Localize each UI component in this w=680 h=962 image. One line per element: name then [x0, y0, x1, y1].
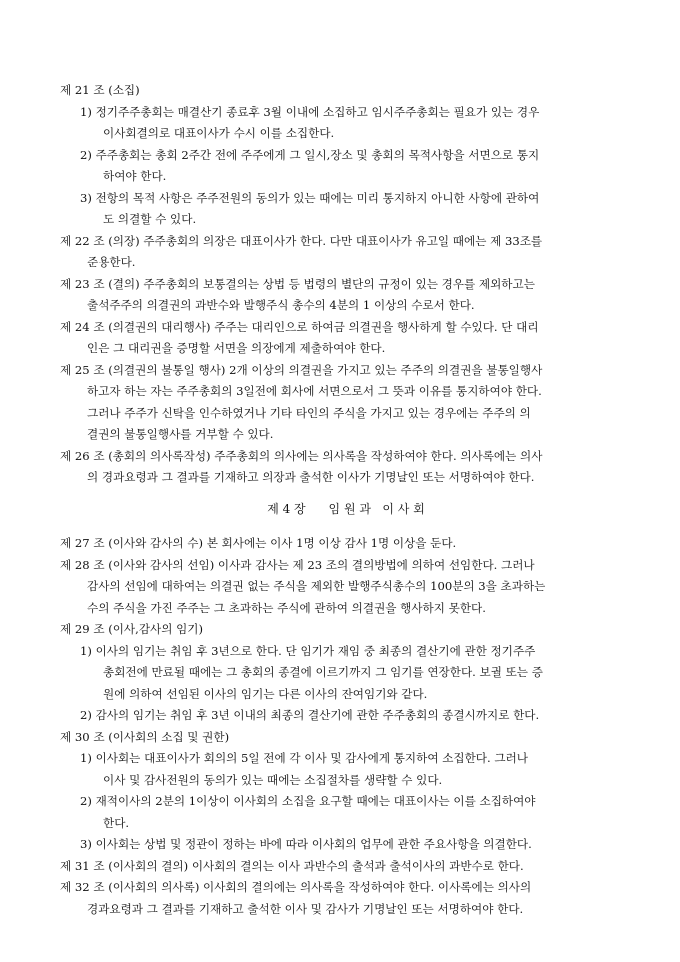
article: [60, 231, 622, 274]
article-heading-line: 제 21 조 (소집): [60, 83, 140, 97]
article-clause: [60, 748, 622, 791]
article-heading-line: 제 26 조 (총회의 의사록작성) 주주총회의 의사에는 의사록을 작성하여야 한다. 의사록에는 의사: [60, 448, 543, 463]
clause-line: 이사 및 감사전원의 동의가 있는 때에는 소집절차를 생략할 수 있다.: [103, 772, 443, 787]
clause-line: 2) 주주총회는 총회 2주간 전에 주주에게 그 일시,장소 및 총회의 목적사항을 서면으로 통지: [80, 147, 540, 162]
article-clause: [60, 145, 622, 188]
chapter-heading: 제 4 장 임 원 과 이 사 회: [267, 501, 425, 516]
document-page: [60, 80, 622, 920]
article: [60, 619, 622, 727]
article-clause: [60, 188, 622, 231]
clause-line: 한다.: [103, 815, 130, 830]
article-heading-line: 제 28 조 (이사와 감사의 선임) 이사과 감사는 제 23 조의 결의방법에 의하여 선임한다. 그러나: [60, 557, 535, 572]
article-heading-line: 제 29 조 (이사,감사의 임기): [60, 622, 204, 636]
article: [60, 533, 622, 555]
article-continuation-line: 출석주주의 의결권의 과반수와 발행주식 총수의 4분의 1 이상의 수로서 한다.: [87, 298, 475, 312]
article-heading-line: 제 23 조 (결의) 주주총회의 보통결의는 상법 등 법령의 별단의 규정이 있는 경우를 제외하고는: [60, 276, 535, 291]
article-clause: [60, 791, 622, 834]
clause-line: 이사회결의로 대표이사가 수시 이를 소집한다.: [103, 126, 335, 140]
clause-line: 1) 이사회는 대표이사가 회의의 5일 전에 각 이사 및 감사에게 통지하여 소집한다. 그러나: [80, 751, 528, 765]
article: [60, 360, 622, 446]
clause-line: 총회전에 만료될 때에는 그 총회의 종결에 이르기까지 그 임기를 연장한다. 보궐 또는 증: [103, 665, 543, 679]
article-continuation-line: 하고자 하는 자는 주주총회의 3일전에 회사에 서면으로서 그 뜻과 이유를 통지하여야 한다.: [87, 384, 542, 398]
article-clause: [60, 102, 622, 145]
article: [60, 727, 622, 856]
article-clause: [60, 705, 622, 727]
article-continuation-line: 경과요령과 그 결과를 기재하고 출석한 이사 및 감사가 기명날인 또는 서명하여야 한다.: [87, 901, 524, 916]
clause-line: 원에 의하여 선임된 이사의 임기는 다른 이사의 잔여임기와 같다.: [103, 686, 428, 701]
article-heading-line: 제 25 조 (의결권의 불통일 행사) 2개 이상의 의결권을 가지고 있는 주주의 의결권을 불통일행사: [60, 362, 543, 377]
clause-line: 1) 정기주주총회는 매결산기 종료후 3월 이내에 소집하고 임시주주총회는 필요가 있는 경우: [80, 104, 540, 119]
article: [60, 555, 622, 620]
article-heading-line: 제 31 조 (이사회의 결의) 이사회의 결의는 이사 과반수의 출석과 출석이사의 과반수로 한다.: [60, 858, 524, 873]
article: [60, 80, 622, 231]
article-continuation-line: 결권의 불통일행사를 거부할 수 있다.: [87, 427, 274, 441]
clause-line: 3) 전항의 목적 사항은 주주전원의 동의가 있는 때에는 미리 통지하지 아니한 사항에 관하여: [80, 190, 540, 205]
article-continuation-line: 의 경과요령과 그 결과를 기재하고 의장과 출석한 이사가 기명날인 또는 서명하여야 한다.: [87, 470, 535, 484]
article-heading-line: 제 22 조 (의장) 주주총회의 의장은 대표이사가 한다. 다만 대표이사가 유고일 때에는 제 33조를: [60, 233, 543, 248]
article: [60, 856, 622, 878]
article: [60, 317, 622, 360]
article-continuation-line: 인은 그 대리권을 증명할 서면을 의장에게 제출하여야 한다.: [87, 341, 386, 355]
article-heading-line: 제 27 조 (이사와 감사의 수) 본 회사에는 이사 1명 이상 감사 1명 이상을 둔다.: [60, 536, 457, 550]
article-continuation-line: 수의 주식을 가진 주주는 그 초과하는 주식에 관하여 의결권을 행사하지 못한다.: [87, 600, 486, 615]
article-heading-line: 제 32 조 (이사회의 의사록) 이사회의 결의에는 의사록을 작성하여야 한다. 이사록에는 의사의: [60, 880, 532, 894]
article-continuation-line: 그러나 주주가 신탁을 인수하였거나 기타 타인의 주식을 가지고 있는 경우에는 주주의 의: [87, 405, 531, 420]
clause-line: 하여야 한다.: [103, 169, 167, 183]
chapter-4-articles: [60, 533, 622, 920]
article: [60, 877, 622, 920]
article-clause: [60, 834, 622, 856]
article-heading-line: 제 30 조 (이사회의 소집 및 권한): [60, 729, 230, 744]
article: [60, 274, 622, 317]
clause-line: 도 의결할 수 있다.: [103, 212, 197, 226]
chapter-3-articles: [60, 80, 622, 489]
article-heading-line: 제 24 조 (의결권의 대리행사) 주주는 대리인으로 하여금 의결권을 행사하게 할 수있다. 단 대리: [60, 319, 539, 334]
article-continuation-line: 감사의 선임에 대하여는 의결권 없는 주식을 제외한 발행주식총수의 100분의 3을 초과하는: [87, 579, 546, 593]
clause-line: 3) 이사회는 상법 및 정관이 정하는 바에 따라 이사회의 업무에 관한 주요사항을 의결한다.: [80, 837, 532, 851]
article-clause: [60, 641, 622, 706]
article: [60, 446, 622, 489]
clause-line: 1) 이사의 임기는 취임 후 3년으로 한다. 단 임기가 재임 중 최종의 결산기에 관한 정기주주: [80, 643, 536, 658]
article-continuation-line: 준용한다.: [87, 255, 136, 269]
clause-line: 2) 감사의 임기는 취임 후 3년 이내의 최종의 결산기에 관한 주주총회의 종결시까지로 한다.: [80, 708, 540, 722]
clause-line: 2) 재적이사의 2분의 1이상이 이사회의 소집을 요구할 때에는 대표이사는 이를 소집하여야: [80, 794, 536, 808]
